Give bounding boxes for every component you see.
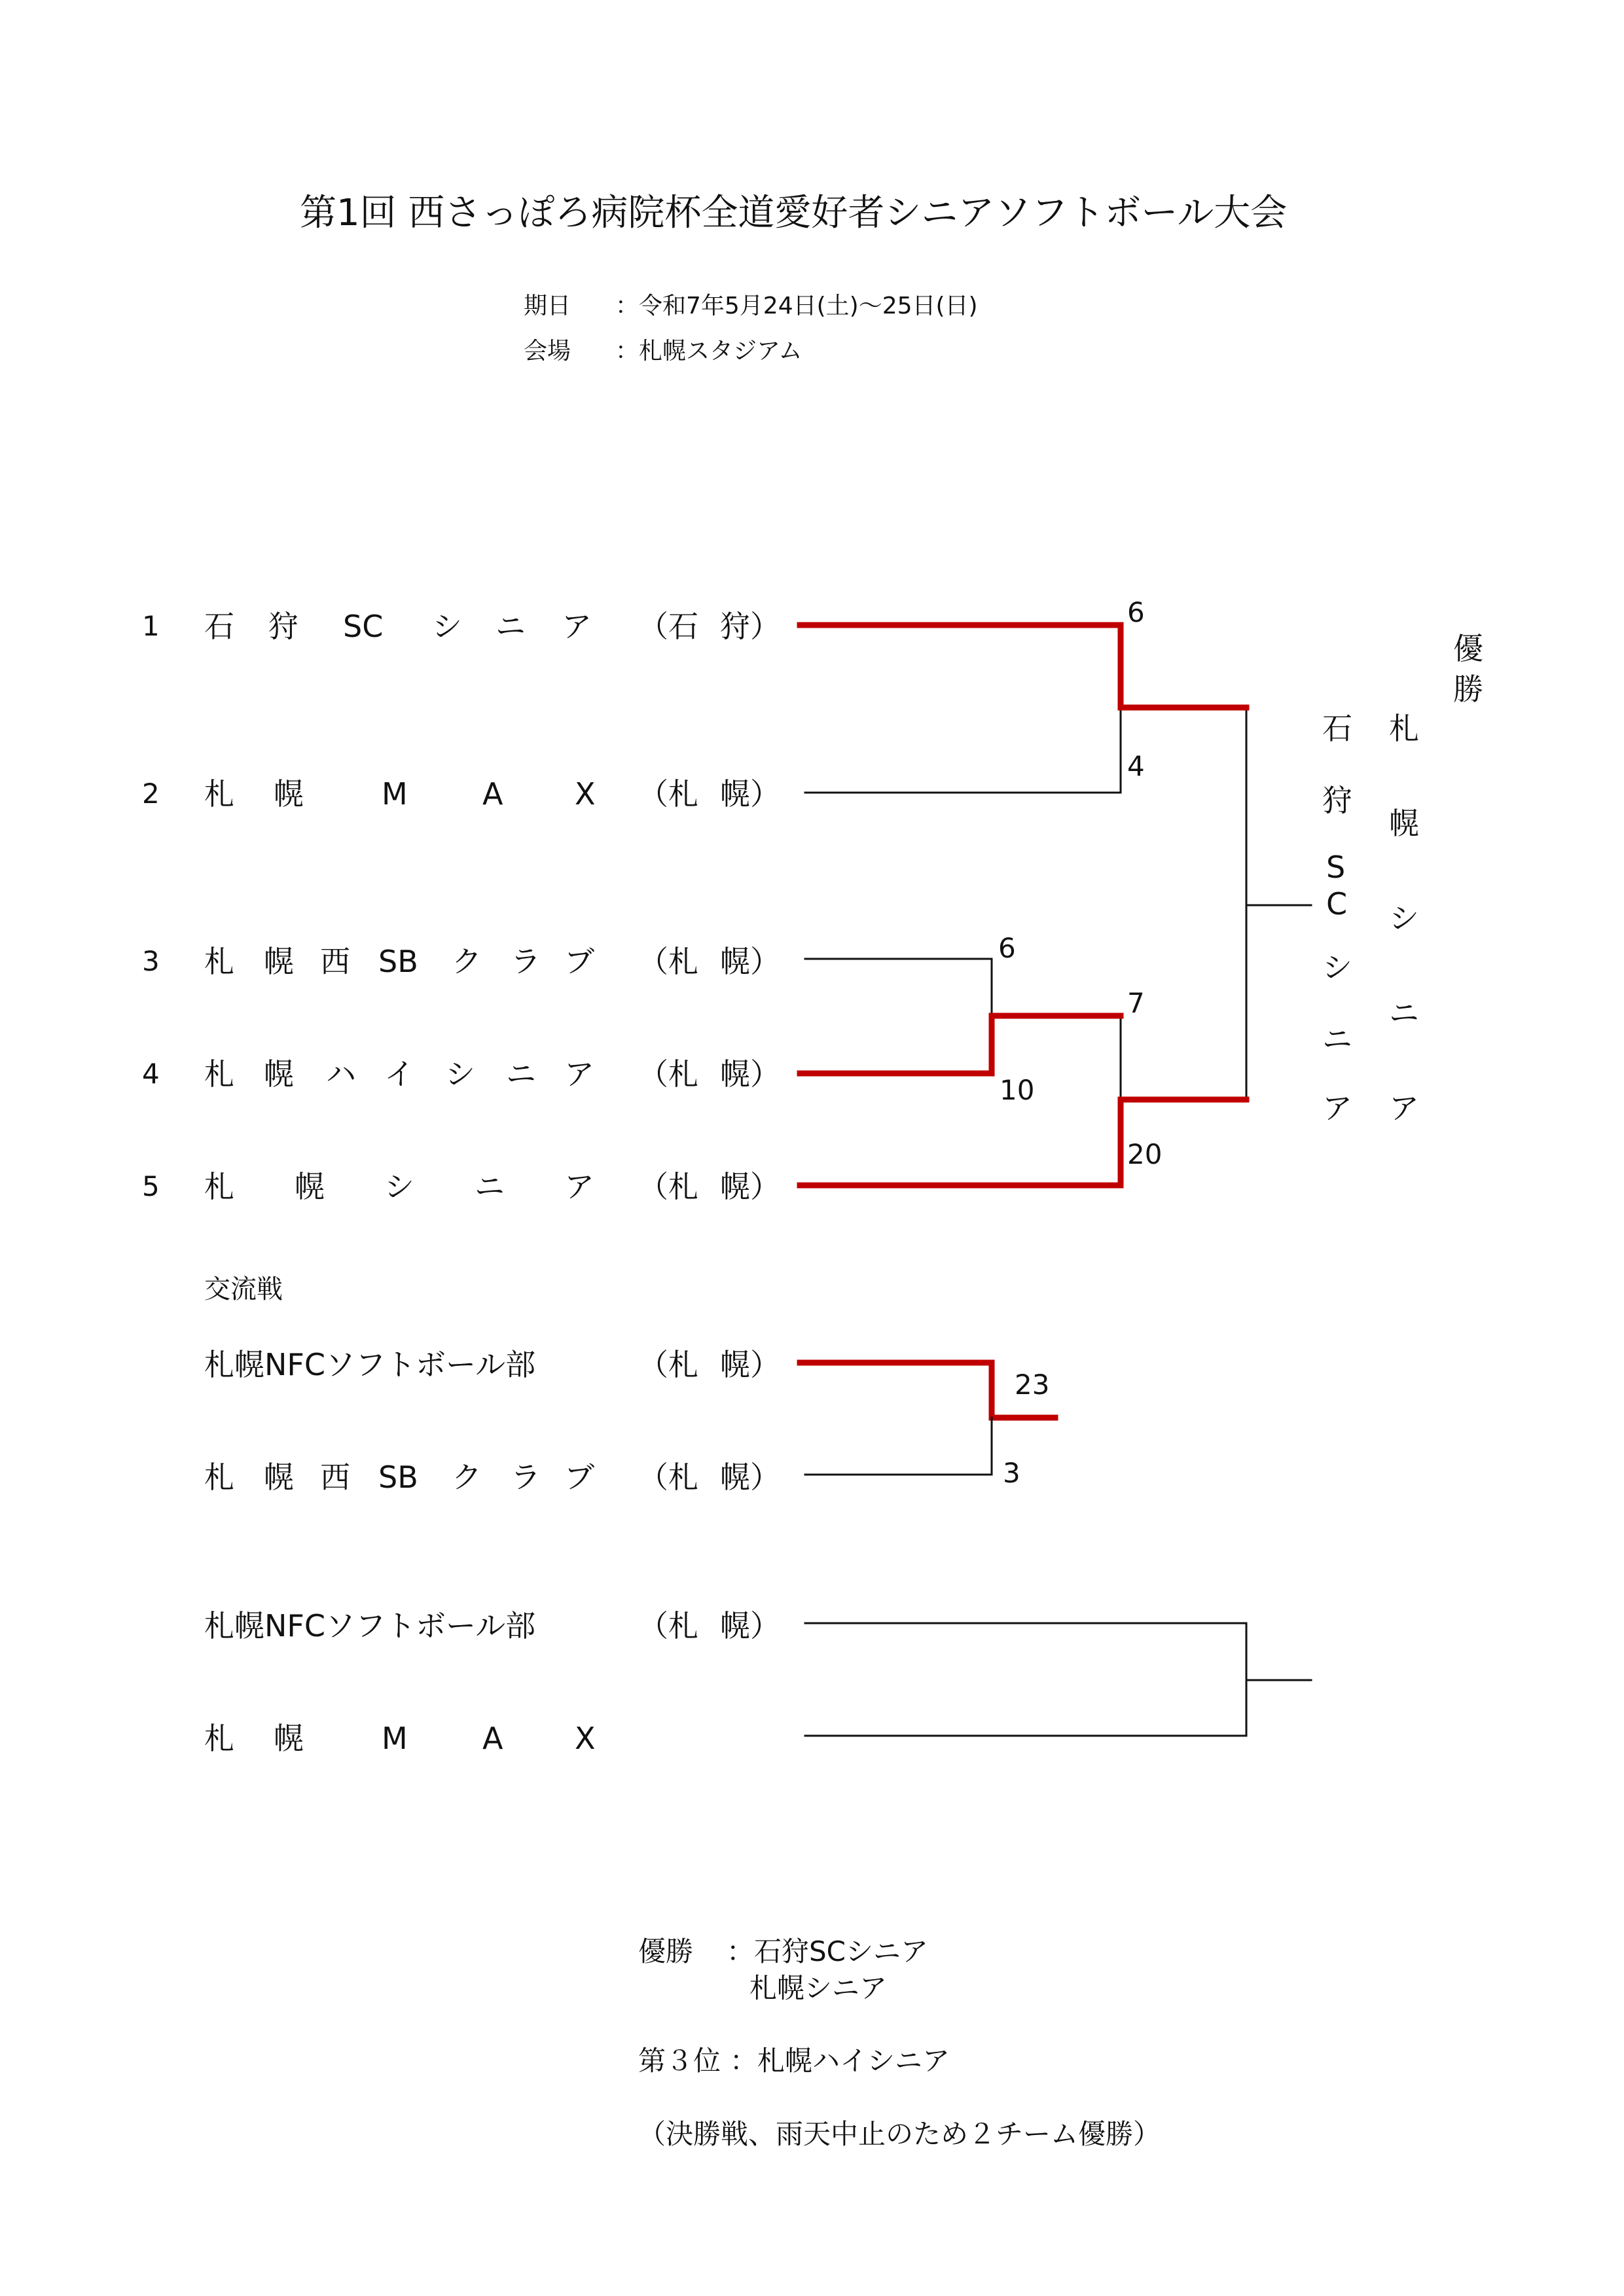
summary-champion-label: 優勝 <box>638 1935 694 1967</box>
team-1-name: 石 狩 SC シ ニ ア （石 狩） <box>204 609 780 644</box>
champion-label-vertical: 優勝 <box>1453 631 1483 707</box>
score-m2-team4: 10 <box>1000 1074 1035 1106</box>
exchange1-loser-path <box>805 1418 992 1475</box>
venue-label: 会場 <box>524 338 571 365</box>
summary-third-value: ：札幌ハイシニア <box>730 2045 950 2077</box>
score-m2-team3: 6 <box>998 932 1016 964</box>
team-5-name: 札 幌 シ ニ ア （札 幌） <box>204 1169 780 1204</box>
winner-path-team1 <box>800 625 1246 708</box>
exchange1-team-b: 札 幌 西 SB ク ラ ブ （札 幌） <box>204 1460 780 1495</box>
seed-2: 2 <box>142 778 160 810</box>
summary-third-label: 第３位 <box>638 2045 721 2077</box>
team-3-name: 札 幌 西 SB ク ラ ブ （札 幌） <box>204 944 780 979</box>
summary-champion-value-2: 札幌シニア <box>749 1972 888 2004</box>
date-label: 期日 <box>524 293 571 319</box>
score-m3-team4: 7 <box>1127 987 1145 1019</box>
score-m1-team2: 4 <box>1127 750 1145 782</box>
exchange1-score-b: 3 <box>1003 1457 1020 1489</box>
winner-column-2: 札 幌 シ ニ ア <box>1389 711 1419 1126</box>
summary-champion-value-1: ：石狩SCシニア <box>727 1935 928 1967</box>
seed-4: 4 <box>142 1058 160 1090</box>
page-title: 第1回 西さっぽろ病院杯全道愛好者シニアソフトボール大会 <box>300 192 1288 234</box>
team-4-name: 札 幌 ハ イ シ ニ ア （札 幌） <box>204 1056 780 1092</box>
venue-value: ：札幌スタジアム <box>615 338 803 365</box>
exchange2-team-b: 札 幌 M A X <box>204 1721 596 1756</box>
winner-column-1: 石 狩 S C シ ニ ア <box>1322 711 1352 1126</box>
exchange-label: 交流戦 <box>204 1274 283 1304</box>
seed-5: 5 <box>142 1170 160 1202</box>
exchange1-score-a: 23 <box>1015 1369 1050 1401</box>
team-2-name: 札 幌 M A X （札 幌） <box>204 776 780 812</box>
exchange2-team-a: 札幌NFCソフトボール部 （札 幌） <box>204 1608 780 1643</box>
score-m1-team1: 6 <box>1127 596 1145 628</box>
winner-path-team4 <box>800 1016 1121 1073</box>
exchange1-team-a: 札幌NFCソフトボール部 （札 幌） <box>204 1347 780 1382</box>
seed-1: 1 <box>142 610 160 642</box>
date-value: ：令和7年5月24日(土)～25日(日) <box>615 293 978 319</box>
seed-3: 3 <box>142 945 160 977</box>
summary-note: （決勝戦、雨天中止のため２チーム優勝） <box>638 2118 1161 2150</box>
score-m3-team5: 20 <box>1127 1138 1163 1170</box>
winner-path-team5 <box>800 1100 1246 1185</box>
exchange2-lines <box>805 1623 1246 1736</box>
